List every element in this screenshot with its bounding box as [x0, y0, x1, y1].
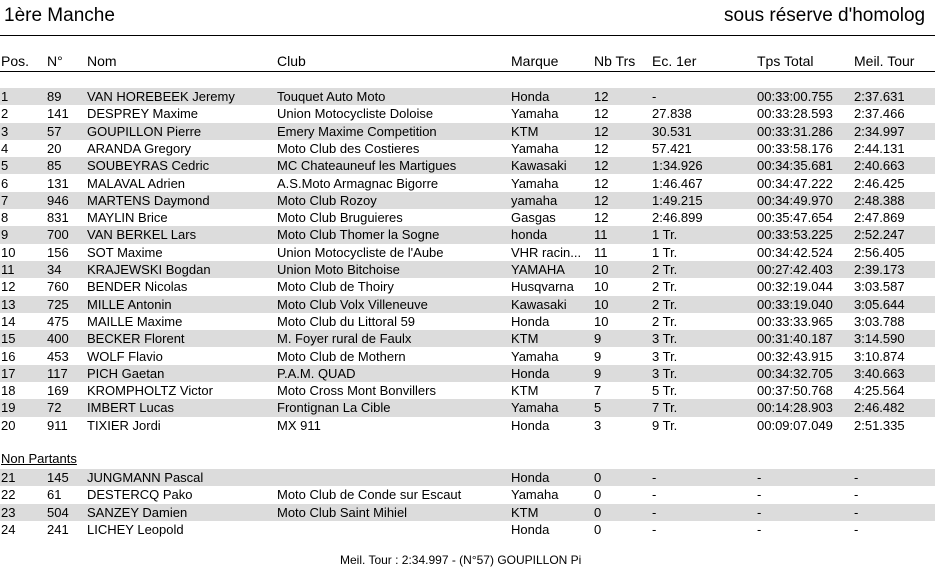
cell-total-time: 00:33:31.286: [757, 123, 833, 139]
table-row: [0, 105, 935, 122]
header-total-time: Tps Total: [757, 53, 814, 69]
cell-pos: 14: [1, 313, 16, 329]
cell-laps: 12: [594, 158, 609, 174]
cell-laps: 0: [594, 504, 602, 520]
title-divider: [0, 35, 935, 36]
cell-number: 911: [47, 417, 68, 433]
cell-club: Moto Club de Mothern: [277, 348, 406, 364]
homologation-note: sous réserve d'homolog: [724, 5, 926, 26]
cell-gap: 1:46.467: [652, 175, 703, 191]
cell-laps: 10: [594, 296, 609, 312]
cell-laps: 12: [594, 140, 609, 156]
cell-name: MAYLIN Brice: [87, 210, 168, 226]
header-number: N°: [47, 53, 63, 69]
cell-gap: 5 Tr.: [652, 383, 678, 399]
cell-name: IMBERT Lucas: [87, 400, 174, 416]
cell-total-time: 00:34:35.681: [757, 158, 833, 174]
table-row: [0, 469, 935, 486]
cell-gap: 27.838: [652, 106, 692, 122]
cell-best-lap: 2:46.482: [854, 400, 905, 416]
cell-gap: -: [652, 89, 657, 104]
cell-club: Emery Maxime Competition: [277, 123, 437, 139]
cell-name: BECKER Florent: [87, 331, 185, 347]
cell-club: Moto Cross Mont Bonvillers: [277, 383, 436, 399]
table-row: [0, 226, 935, 243]
cell-number: 400: [47, 331, 69, 347]
cell-club: M. Foyer rural de Faulx: [277, 331, 412, 347]
cell-brand: Honda: [511, 313, 550, 329]
cell-name: SOT Maxime: [87, 244, 163, 260]
table-row: [0, 296, 935, 313]
cell-brand: Gasgas: [511, 210, 556, 226]
cell-gap: 2 Tr.: [652, 279, 678, 295]
cell-best-lap: 3:10.874: [854, 348, 905, 364]
cell-number: 169: [47, 383, 69, 399]
cell-name: BENDER Nicolas: [87, 279, 188, 295]
header-best-lap: Meil. Tour: [854, 53, 915, 69]
cell-name: SANZEY Damien: [87, 504, 188, 520]
table-row: [0, 348, 935, 365]
cell-brand: Honda: [511, 521, 550, 537]
table-row: [0, 140, 935, 157]
cell-best-lap: -: [854, 487, 859, 503]
cell-club: Moto Club Thomer la Sogne: [277, 227, 440, 243]
cell-best-lap: 2:47.869: [854, 210, 905, 226]
cell-name: VAN BERKEL Lars: [87, 227, 197, 243]
cell-club: Moto Club Saint Mihiel: [277, 504, 408, 520]
cell-brand: KTM: [511, 123, 539, 139]
cell-laps: 12: [594, 210, 609, 226]
cell-laps: 0: [594, 487, 602, 503]
cell-pos: 21: [1, 470, 16, 485]
cell-pos: 11: [1, 262, 15, 277]
header-divider: [0, 71, 935, 72]
cell-best-lap: 3:03.587: [854, 279, 905, 295]
cell-gap: 3 Tr.: [652, 365, 678, 381]
cell-name: SOUBEYRAS Cedric: [87, 158, 210, 174]
table-row: [0, 504, 935, 521]
cell-name: VAN HOREBEEK Jeremy: [87, 89, 235, 104]
table-row: [0, 521, 935, 538]
cell-total-time: -: [757, 487, 762, 503]
cell-pos: 13: [1, 296, 16, 312]
cell-best-lap: 2:37.466: [854, 106, 905, 122]
cell-club: Moto Club de Thoiry: [277, 279, 394, 295]
cell-brand: KTM: [511, 504, 539, 520]
cell-total-time: -: [757, 521, 762, 537]
cell-brand: Yamaha: [511, 140, 559, 156]
cell-pos: 22: [1, 487, 16, 503]
cell-name: KRAJEWSKI Bogdan: [87, 262, 211, 277]
cell-best-lap: 3:40.663: [854, 365, 905, 381]
cell-gap: 9 Tr.: [652, 417, 678, 433]
cell-club: Union Moto Bitchoise: [277, 262, 400, 277]
cell-best-lap: -: [854, 504, 859, 520]
cell-laps: 0: [594, 521, 602, 537]
cell-pos: 3: [1, 123, 9, 139]
cell-total-time: 00:37:50.768: [757, 383, 833, 399]
cell-laps: 7: [594, 383, 602, 399]
cell-gap: 2 Tr.: [652, 262, 678, 277]
cell-name: JUNGMANN Pascal: [87, 470, 204, 485]
cell-brand: YAMAHA: [511, 262, 565, 277]
cell-name: DESTERCQ Pako: [87, 487, 193, 503]
cell-pos: 19: [1, 400, 16, 416]
cell-brand: KTM: [511, 383, 539, 399]
header-gap: Ec. 1er: [652, 53, 697, 69]
cell-number: 20: [47, 140, 62, 156]
cell-gap: 1 Tr.: [652, 227, 678, 243]
cell-brand: Kawasaki: [511, 296, 567, 312]
cell-number: 34: [47, 262, 62, 277]
cell-brand: Honda: [511, 417, 550, 433]
cell-brand: Yamaha: [511, 106, 559, 122]
cell-number: 700: [47, 227, 69, 243]
cell-number: 760: [47, 279, 69, 295]
cell-gap: 2 Tr.: [652, 313, 678, 329]
cell-name: MALAVAL Adrien: [87, 175, 186, 191]
cell-number: 145: [47, 470, 69, 485]
cell-club: Moto Club de Conde sur Escaut: [277, 487, 462, 503]
cell-club: Frontignan La Cible: [277, 400, 391, 416]
cell-laps: 11: [594, 244, 608, 260]
cell-name: WOLF Flavio: [87, 348, 163, 364]
cell-gap: 1:34.926: [652, 158, 703, 174]
cell-best-lap: 2:34.997: [854, 123, 905, 139]
cell-club: A.S.Moto Armagnac Bigorre: [277, 175, 439, 191]
cell-laps: 5: [594, 400, 602, 416]
cell-name: PICH Gaetan: [87, 365, 165, 381]
cell-laps: 9: [594, 365, 602, 381]
cell-gap: 7 Tr.: [652, 400, 678, 416]
cell-club: P.A.M. QUAD: [277, 365, 356, 381]
cell-laps: 12: [594, 175, 609, 191]
cell-pos: 12: [1, 279, 16, 295]
cell-number: 141: [47, 106, 69, 122]
table-row: [0, 88, 935, 105]
cell-pos: 17: [1, 365, 16, 381]
cell-best-lap: 2:39.173: [854, 262, 905, 277]
header-club: Club: [277, 53, 306, 69]
cell-gap: 3 Tr.: [652, 331, 678, 347]
cell-brand: Yamaha: [511, 487, 559, 503]
cell-pos: 15: [1, 331, 16, 347]
cell-total-time: 00:34:42.524: [757, 244, 833, 260]
table-row: [0, 278, 935, 295]
cell-brand: Honda: [511, 365, 550, 381]
cell-total-time: 00:09:07.049: [757, 417, 833, 433]
table-row: [0, 175, 935, 192]
cell-total-time: 00:31:40.187: [757, 331, 833, 347]
cell-laps: 3: [594, 417, 602, 433]
cell-brand: Honda: [511, 89, 550, 104]
table-header: [0, 53, 935, 71]
cell-number: 946: [47, 192, 69, 208]
cell-best-lap: 3:03.788: [854, 313, 905, 329]
cell-club: MX 911: [277, 417, 321, 433]
cell-brand: Yamaha: [511, 175, 559, 191]
header-pos: Pos.: [1, 53, 30, 69]
cell-number: 61: [47, 487, 62, 503]
table-row: [0, 192, 935, 209]
cell-best-lap: 2:37.631: [854, 89, 905, 104]
cell-best-lap: -: [854, 521, 859, 537]
cell-pos: 7: [1, 192, 9, 208]
table-row: [0, 123, 935, 140]
cell-total-time: 00:33:53.225: [757, 227, 833, 243]
cell-number: 89: [47, 89, 62, 104]
cell-gap: 1 Tr.: [652, 244, 678, 260]
cell-total-time: 00:34:49.970: [757, 192, 833, 208]
cell-club: Union Motocycliste Doloise: [277, 106, 434, 122]
cell-brand: Yamaha: [511, 348, 559, 364]
header-brand: Marque: [511, 53, 559, 69]
cell-total-time: 00:35:47.654: [757, 210, 833, 226]
cell-laps: 12: [594, 89, 609, 104]
cell-number: 72: [47, 400, 62, 416]
cell-total-time: -: [757, 470, 762, 485]
cell-pos: 16: [1, 348, 16, 364]
cell-brand: Husqvarna: [511, 279, 574, 295]
cell-laps: 10: [594, 313, 609, 329]
cell-name: MILLE Antonin: [87, 296, 172, 312]
cell-pos: 6: [1, 175, 9, 191]
cell-gap: 3 Tr.: [652, 348, 678, 364]
table-row: [0, 157, 935, 174]
cell-brand: Kawasaki: [511, 158, 567, 174]
cell-gap: 30.531: [652, 123, 692, 139]
cell-number: 453: [47, 348, 69, 364]
cell-laps: 0: [594, 470, 602, 485]
table-row: [0, 382, 935, 399]
cell-total-time: 00:33:33.965: [757, 313, 833, 329]
cell-club: Union Motocycliste de l'Aube: [277, 244, 444, 260]
table-row: [0, 261, 935, 278]
cell-number: 725: [47, 296, 69, 312]
cell-best-lap: 2:52.247: [854, 227, 905, 243]
cell-number: 85: [47, 158, 62, 174]
table-row: [0, 244, 935, 261]
cell-number: 475: [47, 313, 69, 329]
cell-total-time: 00:34:32.705: [757, 365, 833, 381]
cell-pos: 24: [1, 521, 16, 537]
cell-name: GOUPILLON Pierre: [87, 123, 202, 139]
table-row: [0, 486, 935, 503]
cell-pos: 23: [1, 504, 16, 520]
cell-best-lap: 2:51.335: [854, 417, 905, 433]
header-laps: Nb Trs: [594, 53, 636, 69]
cell-pos: 1: [1, 89, 9, 104]
cell-pos: 4: [1, 140, 9, 156]
cell-brand: Honda: [511, 470, 550, 485]
table-row: [0, 365, 935, 382]
cell-name: TIXIER Jordi: [87, 417, 161, 433]
cell-club: MC Chateauneuf les Martigues: [277, 158, 457, 174]
table-row: [0, 399, 935, 416]
cell-club: Moto Club des Costieres: [277, 140, 420, 156]
cell-laps: 12: [594, 192, 609, 208]
cell-pos: 20: [1, 417, 16, 433]
cell-laps: 10: [594, 279, 609, 295]
cell-best-lap: 2:48.388: [854, 192, 905, 208]
cell-brand: KTM: [511, 331, 539, 347]
cell-number: 156: [47, 244, 69, 260]
cell-brand: honda: [511, 227, 548, 243]
cell-number: 131: [47, 175, 69, 191]
cell-name: MAILLE Maxime: [87, 313, 183, 329]
cell-best-lap: -: [854, 470, 859, 485]
cell-club: Moto Club du Littoral 59: [277, 313, 416, 329]
cell-total-time: 00:33:19.040: [757, 296, 833, 312]
cell-pos: 18: [1, 383, 16, 399]
table-row: [0, 209, 935, 226]
cell-total-time: 00:32:19.044: [757, 279, 833, 295]
cell-brand: Yamaha: [511, 400, 559, 416]
cell-brand: VHR racin...: [511, 244, 582, 260]
cell-total-time: 00:33:58.176: [757, 140, 833, 156]
page-title: 1ère Manche: [4, 5, 115, 26]
cell-name: DESPREY Maxime: [87, 106, 199, 122]
cell-number: 831: [47, 210, 69, 226]
cell-number: 117: [47, 365, 68, 381]
cell-total-time: 00:34:47.222: [757, 175, 833, 191]
footer-best-lap: Meil. Tour : 2:34.997 - (N°57) GOUPILLON Pi: [340, 553, 582, 567]
cell-number: 504: [47, 504, 69, 520]
cell-laps: 9: [594, 348, 602, 364]
table-row: [0, 313, 935, 330]
non-partants-label: Non Partants: [1, 451, 77, 466]
cell-laps: 12: [594, 106, 609, 122]
cell-best-lap: 2:56.405: [854, 244, 905, 260]
cell-name: ARANDA Gregory: [87, 140, 192, 156]
cell-laps: 11: [594, 227, 608, 243]
cell-club: Moto Club Bruguieres: [277, 210, 403, 226]
cell-gap: 2:46.899: [652, 210, 703, 226]
cell-pos: 9: [1, 227, 9, 243]
cell-pos: 10: [1, 244, 16, 260]
cell-best-lap: 2:40.663: [854, 158, 905, 174]
cell-laps: 12: [594, 123, 609, 139]
cell-best-lap: 2:44.131: [854, 140, 905, 156]
cell-total-time: 00:32:43.915: [757, 348, 833, 364]
cell-brand: yamaha: [511, 192, 558, 208]
cell-number: 57: [47, 123, 62, 139]
cell-total-time: 00:27:42.403: [757, 262, 833, 277]
cell-gap: -: [652, 470, 657, 485]
table-row: [0, 330, 935, 347]
cell-gap: 57.421: [652, 140, 692, 156]
cell-pos: 5: [1, 158, 9, 174]
cell-laps: 10: [594, 262, 609, 277]
cell-best-lap: 3:14.590: [854, 331, 905, 347]
cell-gap: 2 Tr.: [652, 296, 678, 312]
cell-total-time: 00:33:00.755: [757, 89, 833, 104]
cell-best-lap: 3:05.644: [854, 296, 905, 312]
cell-total-time: -: [757, 504, 762, 520]
header-name: Nom: [87, 53, 117, 69]
table-row: [0, 417, 935, 434]
cell-total-time: 00:33:28.593: [757, 106, 833, 122]
cell-club: Touquet Auto Moto: [277, 89, 386, 104]
cell-pos: 8: [1, 210, 9, 226]
cell-total-time: 00:14:28.903: [757, 400, 833, 416]
cell-pos: 2: [1, 106, 9, 122]
cell-club: Moto Club Volx Villeneuve: [277, 296, 428, 312]
cell-name: MARTENS Daymond: [87, 192, 210, 208]
cell-gap: -: [652, 521, 657, 537]
cell-name: LICHEY Leopold: [87, 521, 184, 537]
cell-gap: -: [652, 487, 657, 503]
cell-best-lap: 2:46.425: [854, 175, 905, 191]
cell-gap: 1:49.215: [652, 192, 703, 208]
cell-number: 241: [47, 521, 69, 537]
cell-laps: 9: [594, 331, 602, 347]
cell-club: Moto Club Rozoy: [277, 192, 377, 208]
cell-best-lap: 4:25.564: [854, 383, 905, 399]
cell-name: KROMPHOLTZ Victor: [87, 383, 213, 399]
cell-gap: -: [652, 504, 657, 520]
